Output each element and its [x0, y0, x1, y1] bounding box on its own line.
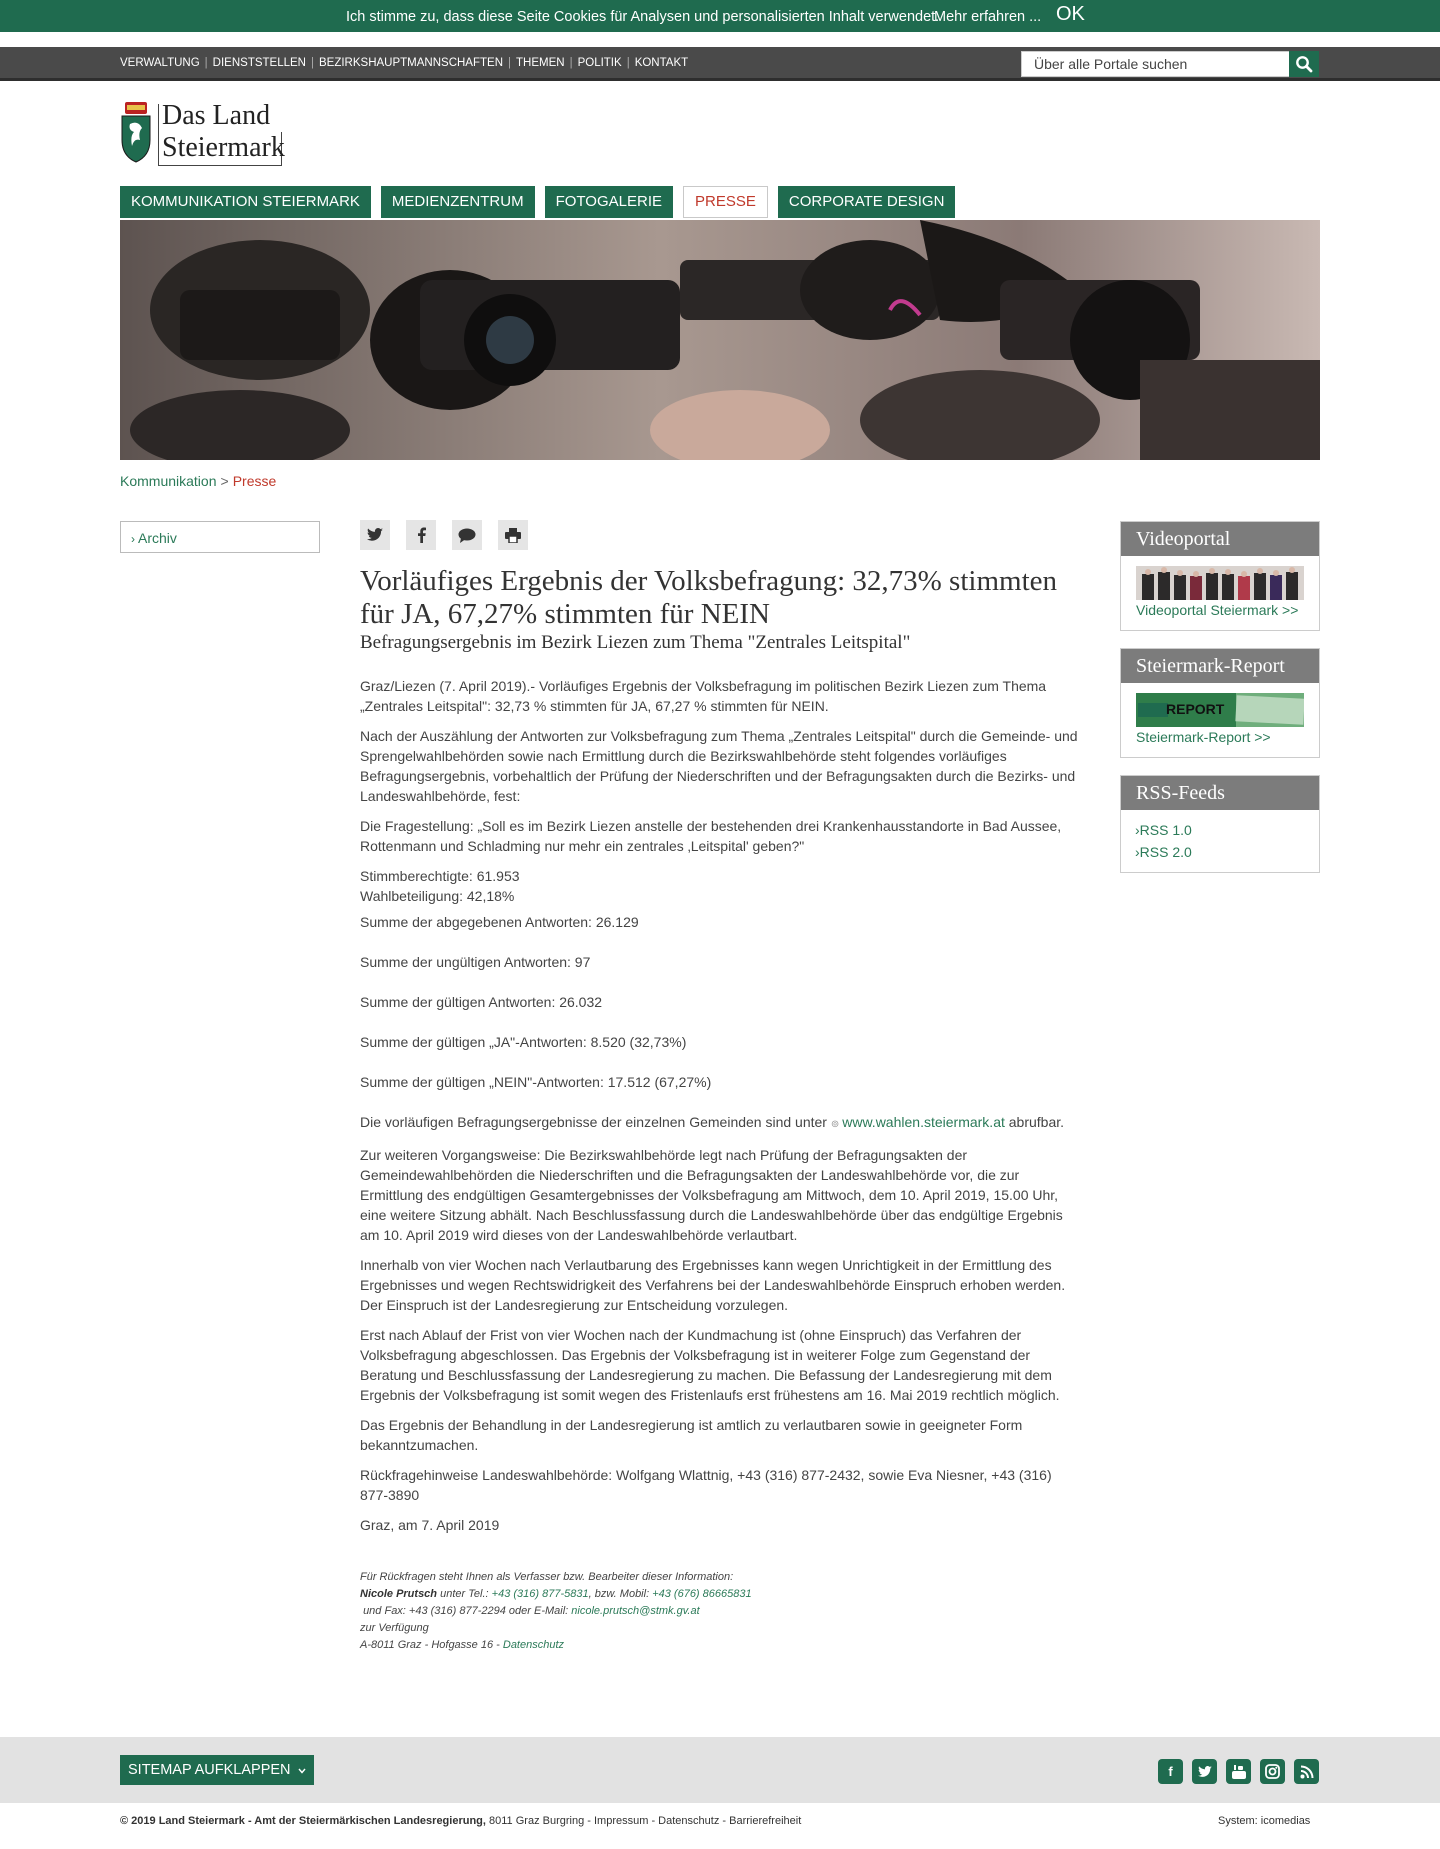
footer [0, 1737, 1440, 1803]
logo-line2: Steiermark [162, 132, 285, 163]
external-link-icon: ⊚ [830, 1119, 840, 1130]
steiermark-report-title: Steiermark-Report [1121, 649, 1319, 683]
rss-icon[interactable] [1294, 1759, 1319, 1784]
twitter-icon [367, 528, 383, 542]
article-date: Graz, am 7. April 2019 [360, 1517, 500, 1533]
search-input[interactable] [1022, 52, 1287, 76]
search-button[interactable] [1289, 51, 1319, 77]
contact-address: A-8011 Graz - Hofgasse 16 - [360, 1639, 500, 1651]
contact-fax: und Fax: +43 (316) 877-2294 oder E-Mail: [363, 1605, 569, 1617]
breadcrumb-separator: > [220, 473, 229, 489]
contact-email-link[interactable]: nicole.prutsch@stmk.gv.at [571, 1605, 700, 1617]
results-link-paragraph [360, 1112, 1080, 1135]
copyright-owner: © 2019 Land Steiermark - Amt der Steiermärkischen Landesregierung, [120, 1815, 486, 1827]
share-toolbar [360, 520, 528, 550]
top-navigation: VERWALTUNG | DIENSTSTELLEN | BEZIRKSHAUPTMANNSCHAFTEN | THEMEN | POLITIK | KONTAKT Über alle Portale suchen [0, 47, 1440, 81]
videoportal-panel [1120, 521, 1320, 631]
print-icon [505, 528, 521, 543]
article-paragraph: Nach der Auszählung der Antworten zur Volksbefragung zum Thema „Zentrales Leitspital" durch die Gemeinde- und Sprengelwahlbehörden sowie nach Ermittlung durch die Bezirkswahlbehörde steht folgendes vorläufiges Befragungsergebnis, vorbehaltlich der Prüfung der Niederschriften und der Befragungsakten durch die Bezirks- und Landeswahlbehörde, fest: [360, 728, 1078, 804]
contact-tel-label: unter Tel.: [440, 1588, 489, 1600]
article-paragraph: Graz/Liezen (7. April 2019).- Vorläufiges Ergebnis der Volksbefragung im politischen Bezirk Liezen zum Thema „Zentrales Leitspital": 32,73 % stimmten für JA, 67,27 % stimmten für NEIN. [360, 678, 1047, 714]
article-paragraph: Das Ergebnis der Behandlung in der Landesregierung ist amtlich zu verlautbaren sowie in geeigneter Form bekanntzumachen. [360, 1417, 1023, 1453]
system-credit: System: icomedias [1218, 1815, 1311, 1827]
topnav-dienststellen[interactable]: DIENSTSTELLEN [212, 57, 306, 69]
main-navigation [120, 186, 955, 218]
rss-2-link[interactable] [1135, 844, 1304, 860]
coat-of-arms-icon [120, 100, 152, 164]
rss-2-label: RSS 2.0 [1139, 844, 1192, 860]
barrierefreiheit-link[interactable]: Barrierefreiheit [729, 1815, 802, 1827]
videoportal-link[interactable]: Videoportal Steiermark >> [1136, 602, 1299, 618]
contact-intro: Für Rückfragen steht Ihnen als Verfasser bzw. Bearbeiter dieser Information: [360, 1571, 734, 1583]
sitemap-toggle-button[interactable] [120, 1755, 314, 1785]
nav-medienzentrum[interactable]: MEDIENZENTRUM [381, 186, 535, 218]
steiermark-report-thumbnail[interactable] [1136, 693, 1304, 727]
result-ja: Summe der gültigen „JA"-Antworten: 8.520 (32,73%) [360, 1034, 687, 1050]
impressum-link[interactable]: Impressum [593, 1815, 649, 1827]
article-paragraph: Rückfragehinweise Landeswahlbehörde: Wolfgang Wlattnig, +43 (316) 877-2432, sowie Eva Niesner, +43 (316) 877-3890 [360, 1467, 1052, 1503]
breadcrumb-kommunikation[interactable]: Kommunikation [120, 473, 217, 489]
article-paragraph: Innerhalb von vier Wochen nach Verlautbarung des Ergebnisses kann wegen Unrichtigkeit in der Ermittlung des Ergebnisses und wegen Rechtswidrigkeit des Verfahrens bei der Landeswahlbehörde Einspruch erhoben werden. Der Einspruch ist der Landesregierung zur Entscheidung vorzulegen. [360, 1257, 1066, 1313]
cookie-text: Ich stimme zu, dass diese Seite Cookies für Analysen und personalisierten Inhalt verwendet. [346, 9, 940, 25]
article-subtitle: Befragungsergebnis im Bezirk Liezen zum Thema "Zentrales Leitspital" [360, 632, 911, 653]
rss-1-link[interactable] [1135, 822, 1304, 838]
rss-1-label: RSS 1.0 [1139, 822, 1192, 838]
rss-title: RSS-Feeds [1121, 776, 1319, 810]
topnav-kontakt[interactable]: KONTAKT [634, 57, 689, 69]
chevron-right-icon: › [131, 532, 135, 546]
share-twitter-button[interactable] [360, 520, 390, 550]
steiermark-report-link[interactable]: Steiermark-Report >> [1136, 729, 1271, 745]
youtube-icon[interactable] [1226, 1759, 1251, 1784]
contact-zur: zur Verfügung [360, 1622, 429, 1634]
chevron-right-icon: › [1135, 844, 1140, 860]
logo-line1: Das Land [162, 100, 271, 131]
contact-info [360, 1569, 1080, 1654]
result-gueltige: Summe der gültigen Antworten: 26.032 [360, 994, 603, 1010]
social-links [1158, 1759, 1319, 1784]
rss-panel [1120, 775, 1320, 873]
result-abgegebene: Summe der abgegebenen Antworten: 26.129 [360, 914, 639, 930]
article-body [360, 676, 1080, 1535]
twitter-icon[interactable] [1192, 1759, 1217, 1784]
link-outro: abrufbar. [1008, 1114, 1065, 1130]
link-intro: Die vorläufigen Befragungsergebnisse der einzelnen Gemeinden sind unter [360, 1114, 827, 1130]
copyright-address: 8011 Graz Burgring - [489, 1815, 591, 1827]
result-nein: Summe der gültigen „NEIN"-Antworten: 17.512 (67,27%) [360, 1074, 712, 1090]
search-box [1021, 51, 1319, 77]
contact-name: Nicole Prutsch [360, 1588, 438, 1600]
copyright: © 2019 Land Steiermark - Amt der Steiermärkischen Landesregierung, 8011 Graz Burgring - Impressum - Datenschutz - Barrierefreiheit [120, 1815, 802, 1827]
article-title: Vorläufiges Ergebnis der Volksbefragung: 32,73% stimmten für JA, 67,27% stimmten für NEIN [360, 565, 1057, 630]
result-block [360, 866, 1080, 906]
chevron-down-icon [298, 1768, 306, 1774]
contact-datenschutz-link[interactable]: Datenschutz [502, 1639, 565, 1651]
contact-mobil-link[interactable]: +43 (676) 86665831 [652, 1588, 752, 1600]
archive-link[interactable] [120, 521, 320, 553]
share-facebook-button[interactable] [406, 520, 436, 550]
article [360, 565, 1080, 1654]
topnav-themen[interactable]: THEMEN [516, 57, 565, 69]
topnav-politik[interactable]: POLITIK [577, 57, 622, 69]
topnav-verwaltung[interactable]: VERWALTUNG [120, 57, 200, 69]
nav-corporate-design[interactable]: CORPORATE DESIGN [778, 186, 956, 218]
wahlen-link[interactable]: www.wahlen.steiermark.at [842, 1114, 1005, 1130]
nav-kommunikation-steiermark[interactable]: KOMMUNIKATION STEIERMARK [120, 186, 371, 218]
contact-mobil-label: , bzw. Mobil: [588, 1588, 650, 1600]
comment-icon [458, 528, 476, 543]
sitemap-label: SITEMAP AUFKLAPPEN [128, 1762, 291, 1778]
nav-fotogalerie[interactable]: FOTOGALERIE [545, 186, 673, 218]
facebook-icon [417, 527, 426, 543]
topnav-bezirkshauptmannschaften[interactable]: BEZIRKSHAUPTMANNSCHAFTEN [318, 57, 504, 69]
stimmberechtigte: Stimmberechtigte: 61.953 [360, 868, 520, 884]
cookie-ok-button[interactable]: OK [1056, 3, 1085, 25]
cookie-more-link[interactable]: Mehr erfahren ... [934, 9, 1042, 25]
chevron-right-icon: › [1135, 822, 1140, 838]
article-paragraph: Zur weiteren Vorgangsweise: Die Bezirkswahlbehörde legt nach Prüfung der Befragungsakten der Gemeindewahlbehörden die Niederschriften und die Befragungsakten der Landeswahlbehörde vor, die zur Ermittlung des endgültigen Gesamtergebnisses der Volksbefragung am Mittwoch, dem 10. April 2019, 15.00 Uhr, eine weitere Sitzung abhält. Nach Beschlussfassung durch die Landeswahlbehörde über das endgültige Ergebnis am 10. April 2019 wird dieses von der Landeswahlbehörde verlautbart. [360, 1147, 1063, 1243]
instagram-icon[interactable] [1260, 1759, 1285, 1784]
nav-presse[interactable]: PRESSE [683, 186, 768, 218]
archive-label: Archiv [138, 530, 177, 546]
videoportal-thumbnail[interactable] [1136, 566, 1304, 600]
share-comment-button[interactable] [452, 520, 482, 550]
result-ungueltige: Summe der ungültigen Antworten: 97 [360, 954, 591, 970]
steiermark-report-panel [1120, 648, 1320, 758]
search-icon [1295, 55, 1313, 73]
report-thumb-text: REPORT [1166, 701, 1225, 717]
videoportal-title: Videoportal [1121, 522, 1319, 556]
article-paragraph: Die Fragestellung: „Soll es im Bezirk Liezen anstelle der bestehenden drei Krankenhausstandorte in Bad Aussee, Rottenmann und Schladming nur mehr ein zentrales ‚Leitspital' geben?" [360, 818, 1062, 854]
breadcrumb [120, 473, 276, 489]
breadcrumb-presse[interactable]: Presse [232, 473, 277, 489]
cookie-bar [0, 0, 1440, 32]
contact-tel-link[interactable]: +43 (316) 877-5831 [491, 1588, 589, 1600]
datenschutz-link[interactable]: Datenschutz [658, 1815, 720, 1827]
print-button[interactable] [498, 520, 528, 550]
facebook-icon[interactable]: f [1158, 1759, 1183, 1784]
article-paragraph: Erst nach Ablauf der Frist von vier Wochen nach der Kundmachung ist (ohne Einspruch) das Verfahren der Volksbefragung abgeschlossen. Das Ergebnis der Volksbefragung ist in weiterer Folge zum Gegenstand der Beratung und Beschlussfassung der Landesregierung zu machen. Die Befassung der Landesregierung mit dem Ergebnis der Volksbefragung ist somit wegen des Fristenlaufs erst frühestens am 16. Mai 2019 rechtlich möglich. [360, 1327, 1060, 1403]
hero-image [120, 220, 1320, 460]
wahlbeteiligung: Wahlbeteiligung: 42,18% [360, 888, 515, 904]
